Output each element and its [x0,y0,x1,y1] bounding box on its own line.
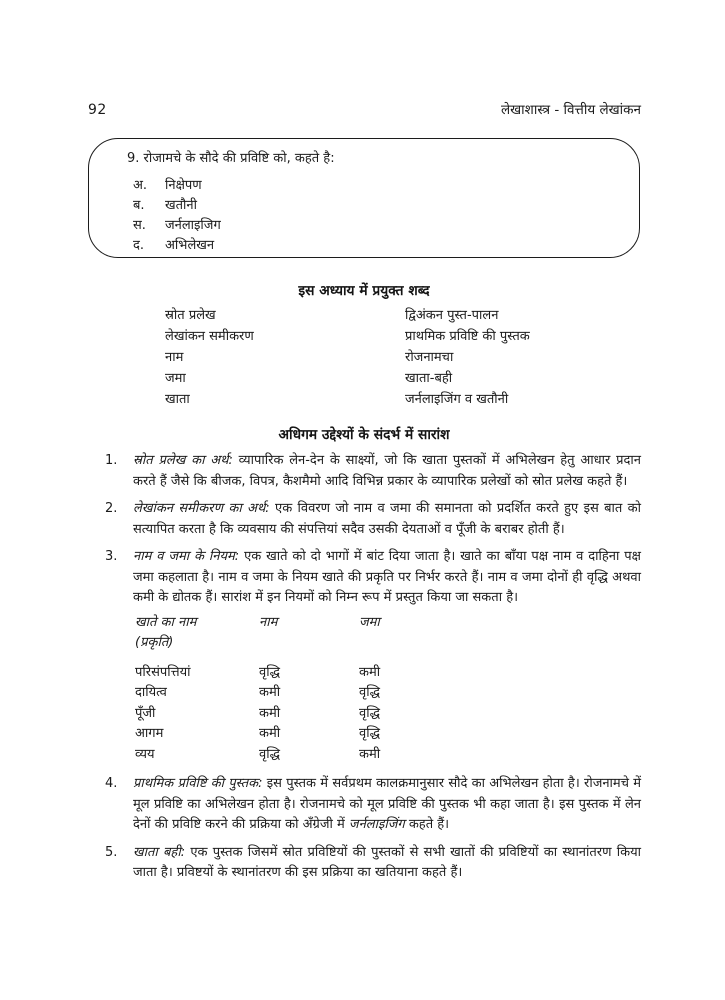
summary-heading: अधिगम उद्देश्यों के संदर्भ में सारांश [278,427,450,443]
col-header-debit: नाम [259,614,278,630]
page-number: 92 [88,102,107,118]
cell-account: व्यय [135,746,155,762]
cell-credit: कमी [359,664,381,680]
item-number: 2. [105,501,118,516]
summary-item-5 [88,843,641,884]
table-subheader-row [135,633,641,654]
summary-item-4 [88,774,641,836]
option-c [133,216,619,236]
option-a [133,176,619,196]
option-label: अभिलेखन [165,238,215,253]
item-body: एक पुस्तक जिसमें स्रोत प्रविष्टियों की पुस्तकों से सभी खातों की प्रविष्टियों का स्थानांतरण किया जाता है। प्रविष्टयों के स्थानांतरण की इस प्रक्रिया का खतियाना कहते हैं। [133,844,641,880]
term-right: द्विअंकन पुस्त-पालन [405,308,499,323]
item-number: 1. [105,453,118,468]
option-letter: स. [133,218,146,233]
term-left: खाता [165,392,190,407]
table-row [135,745,641,766]
col-subheader-nature: (प्रकृति) [135,635,174,650]
empty-cell [259,633,359,654]
cell-credit: वृद्धि [359,705,380,721]
item-text [133,774,641,836]
item-number: 4. [105,776,118,791]
options-list [133,176,619,256]
item-lead: खाता बही: [133,844,186,860]
summary-list [88,451,641,891]
table-row [135,704,641,725]
option-letter: ब. [133,198,145,213]
cell-credit: वृद्धि [359,726,380,741]
terms-list [165,305,635,410]
cell-debit: कमी [259,705,281,721]
option-b [133,196,619,216]
term-right: जर्नलाइजिंग व खतौनी [405,392,509,407]
term-row [165,389,635,410]
terms-heading: इस अध्याय में प्रयुक्त शब्द [298,283,430,299]
cell-debit: वृद्धि [259,746,280,762]
option-label: जर्नलाइजिग [165,218,221,233]
cell-account: परिसंपत्तियां [135,664,191,680]
cell-debit: वृद्धि [259,664,280,680]
item-text [133,843,641,884]
summary-item-1 [88,451,641,492]
item-body: एक विवरण जो नाम व जमा की समानता को प्रदर्शित करते हुए इस बात को सत्यापित करता है कि व्यवसाय की संपत्तियां सदैव उसकी देयताओं व पूँजी के बराबर होती हैं। [133,501,642,537]
summary-item-3 [88,547,641,767]
option-label: निक्षेपण [165,178,202,193]
item-number: 5. [105,844,118,860]
term-left: स्रोत प्रलेख [165,308,216,323]
table-row [135,724,641,745]
term-right: खाता-बही [405,371,453,386]
table-row [135,683,641,704]
term-row [165,305,635,326]
debit-credit-rules-table [135,613,641,766]
header-title: लेखाशास्त्र - वित्तीय लेखांकन [500,102,641,118]
item-body: एक खाते को दो भागों में बांट दिया जाता है। खाते का बाँया पक्ष नाम व दाहिना पक्ष जमा कहलाता है। नाम व जमा के नियम खाते की प्रकृति पर निर्भर करते हैं। नाम व जमा दोनों ही वृद्धि अथवा कमी के द्योतक हैं। सारांश में इन नियमों को निम्न रूप में प्रस्तुत किया जा सकता है। [133,549,641,605]
item-text [133,499,641,540]
item-text [133,547,641,767]
option-label: खतौनी [165,198,197,213]
summary-item-2 [88,499,641,540]
cell-credit: कमी [359,746,381,762]
cell-account: पूँजी [135,705,156,721]
question-box [88,138,640,258]
option-d [133,236,619,256]
item-body: व्यापारिक लेन-देन के साक्ष्यों, जो कि खाता पुस्तकों में अभिलेखन हेतु आधार प्रदान करते हैं जैसे कि बीजक, विपत्र, कैशमैमो आदि विभिन्न प्रकार के व्यापारिक प्रलेखों को स्रोत प्रलेख कहते हैं। [133,453,641,489]
item-lead: स्रोत प्रलेख का अर्थ: [133,453,233,468]
item-italic-term: जर्नलाइजिंग [348,817,405,832]
term-right: प्राथमिक प्रविष्टि की पुस्तक [405,329,530,344]
term-row [165,326,635,347]
term-right: रोजनामचा [405,350,454,365]
term-left: जमा [165,371,186,386]
item-lead: लेखांकन समीकरण का अर्थ: [133,501,270,516]
term-row [165,347,635,368]
cell-debit: कमी [259,726,281,741]
empty-cell [359,633,641,654]
item-text [133,451,641,492]
item-lead: प्राथमिक प्रविष्टि की पुस्तक: [133,776,263,791]
option-letter: द. [133,238,145,253]
term-left: नाम [165,350,184,365]
cell-debit: कमी [259,685,281,700]
term-left: लेखांकन समीकरण [165,329,254,344]
option-letter: अ. [133,178,148,193]
term-row [165,368,635,389]
question-text: 9. रोजामचे के सौदे की प्रविष्टि को, कहते है: [127,151,335,166]
page-header [88,100,641,118]
cell-account: दायित्व [135,685,167,700]
item-body-end: कहते हैं। [408,817,450,832]
cell-account: आगम [135,726,164,741]
cell-credit: वृद्धि [359,685,380,700]
table-row [135,663,641,684]
item-number: 3. [105,549,118,564]
item-lead: नाम व जमा के नियम: [133,549,240,564]
col-header-account: खाते का नाम [135,614,197,630]
table-header-row [135,613,641,634]
item-body: इस पुस्तक में सर्वप्रथम कालक्रमानुसार सौदे का अभिलेखन होता है। रोजनामचे में मूल प्रविष्टि का अभिलेखन होता है। रोजनामचे को मूल प्रविष्टि की पुस्तक भी कहा जाता है। इस पुस्तक में लेन देनों की प्रविष्टि करने की प्रक्रिया को अँग्रेजी में [133,776,641,832]
col-header-credit: जमा [359,614,380,630]
